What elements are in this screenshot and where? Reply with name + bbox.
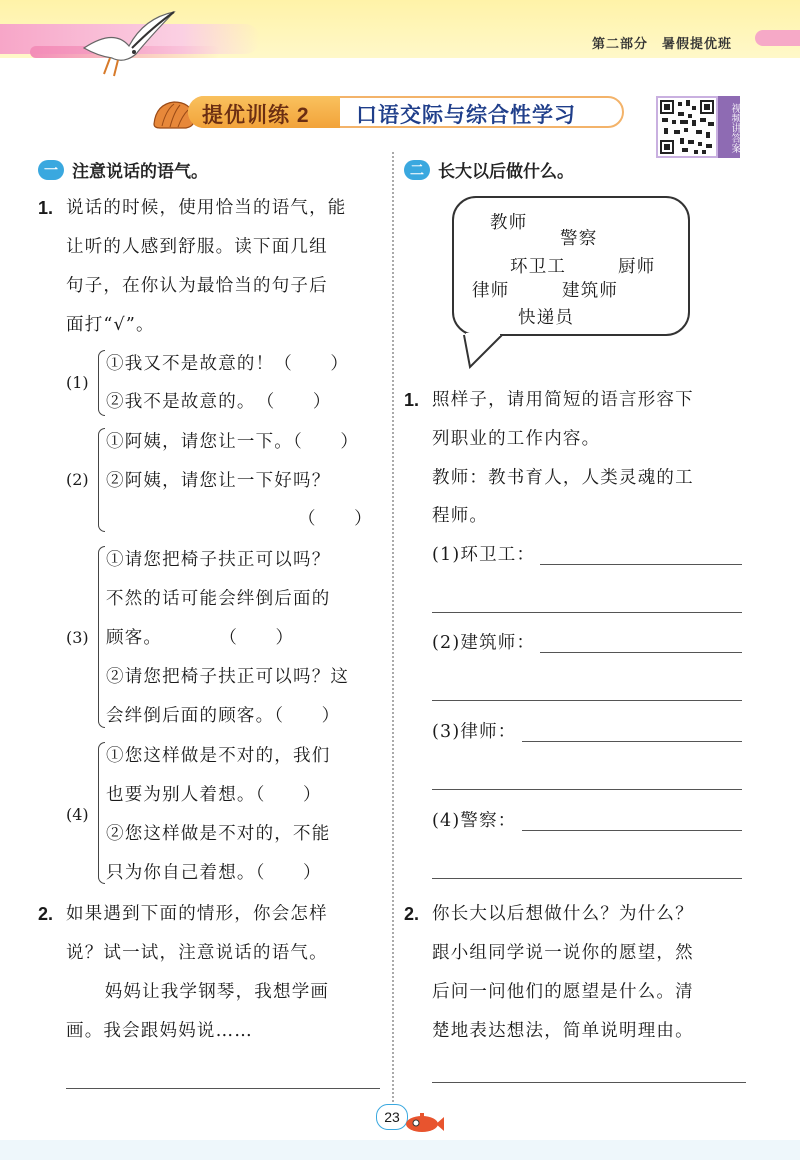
option-text: ②我不是故意的。 （ ） xyxy=(106,392,332,412)
option-text: 会绊倒后面的顾客。（ ） xyxy=(106,706,341,726)
section-number-badge: 一 xyxy=(38,160,64,180)
question-number: 2. xyxy=(38,904,54,924)
section-two-heading xyxy=(404,157,574,182)
option-text: 也要为别人着想。（ ） xyxy=(106,785,322,805)
job-word: 快递员 xyxy=(518,308,575,328)
footer-strip xyxy=(0,1140,800,1160)
q1-line: 句子，在你认为最恰当的句子后 xyxy=(66,276,328,296)
group-label: (2) xyxy=(66,470,89,489)
column-divider xyxy=(392,152,394,1102)
q2-line: 后问一问他们的愿望是什么。清 xyxy=(432,982,694,1002)
seagull-icon xyxy=(74,8,184,78)
question-number: 2. xyxy=(404,904,420,924)
section-title: 注意说话的语气。 xyxy=(72,162,208,181)
job-word: 建筑师 xyxy=(562,281,619,301)
answer-line[interactable] xyxy=(432,700,742,701)
job-word: 警察 xyxy=(560,229,598,249)
job-word: 厨师 xyxy=(618,257,656,277)
q1-line: 照样子，请用简短的语言形容下 xyxy=(432,390,694,410)
answer-line[interactable] xyxy=(522,830,742,831)
answer-line[interactable] xyxy=(540,652,742,653)
option-text: ①阿姨，请您让一下。（ ） xyxy=(106,432,360,452)
answer-line[interactable] xyxy=(522,741,742,742)
option-text: ①请您把椅子扶正可以吗？ xyxy=(106,550,331,570)
group-brace xyxy=(98,742,105,884)
q2-line: 你长大以后想做什么？为什么？ xyxy=(432,904,694,924)
group-label: (1) xyxy=(66,373,89,392)
qr-code-icon[interactable] xyxy=(656,96,718,158)
option-text: ②您这样做是不对的，不能 xyxy=(106,824,331,844)
q2-line: 跟小组同学说一说你的愿望，然 xyxy=(432,943,694,963)
q1-line: 让听的人感到舒服。读下面几组 xyxy=(66,237,328,257)
lesson-topic: 口语交际与综合性学习 xyxy=(356,104,576,127)
q2-line: 楚地表达想法，简单说明理由。 xyxy=(432,1021,694,1041)
answer-line[interactable] xyxy=(432,789,742,790)
q1-line: 程师。 xyxy=(432,506,489,526)
question-number: 1. xyxy=(404,390,420,410)
answer-line[interactable] xyxy=(432,612,742,613)
pink-tab-decoration xyxy=(755,30,800,46)
speech-bubble-tail xyxy=(462,333,506,369)
q2-line: 如果遇到下面的情形，你会怎样 xyxy=(66,904,328,924)
question-number: 1. xyxy=(38,198,54,218)
option-text: ①我又不是故意的！（ ） xyxy=(106,354,350,374)
q1-line: 面打“√”。 xyxy=(66,315,155,335)
header-label xyxy=(592,33,746,52)
option-text: 顾客。 （ ） xyxy=(106,628,295,648)
job-word: 律师 xyxy=(472,281,510,301)
job-item-label: (3)律师： xyxy=(432,722,517,742)
q2-line: 妈妈让我学钢琴，我想学画 xyxy=(86,982,330,1002)
option-text: ①您这样做是不对的，我们 xyxy=(106,746,331,766)
section-title: 长大以后做什么。 xyxy=(438,162,574,181)
option-text: ②阿姨，请您让一下好吗？ xyxy=(106,471,331,491)
q2-line: 说？试一试，注意说话的语气。 xyxy=(66,943,328,963)
q1-line: 列职业的工作内容。 xyxy=(432,429,601,449)
section-number-badge: 二 xyxy=(404,160,430,180)
group-label: (3) xyxy=(66,628,89,647)
group-label: (4) xyxy=(66,805,89,824)
q1-line: 说话的时候，使用恰当的语气，能 xyxy=(66,198,347,218)
submarine-icon xyxy=(402,1110,444,1134)
lesson-number: 提优训练 2 xyxy=(202,104,310,127)
answer-line[interactable] xyxy=(432,1082,746,1083)
answer-line[interactable] xyxy=(540,564,742,565)
part-text: 第二部分 xyxy=(592,36,649,51)
group-brace xyxy=(98,350,105,416)
job-word: 教师 xyxy=(490,213,528,233)
job-item-label: (1)环卫工： xyxy=(432,545,536,565)
group-brace xyxy=(98,546,105,728)
q2-line: 画。我会跟妈妈说…… xyxy=(66,1021,253,1041)
q1-line: 教师：教书育人，人类灵魂的工 xyxy=(432,468,694,488)
job-item-label: (4)警察： xyxy=(432,811,517,831)
answer-line[interactable] xyxy=(66,1088,380,1089)
qr-video-label: 视频讲答案 xyxy=(718,96,740,158)
option-text: 只为你自己着想。（ ） xyxy=(106,863,322,883)
lesson-title xyxy=(150,96,624,130)
job-item-label: (2)建筑师： xyxy=(432,633,536,653)
job-word: 环卫工 xyxy=(510,257,567,277)
option-text: ②请您把椅子扶正可以吗？这 xyxy=(106,667,350,687)
section-one-heading xyxy=(38,157,208,182)
group-brace xyxy=(98,428,105,532)
page-number: 23 xyxy=(376,1104,408,1130)
option-text: 不然的话可能会绊倒后面的 xyxy=(106,589,331,609)
answer-paren: （ ） xyxy=(298,509,373,529)
answer-line[interactable] xyxy=(432,878,742,879)
series-text: 暑假提优班 xyxy=(662,36,733,51)
